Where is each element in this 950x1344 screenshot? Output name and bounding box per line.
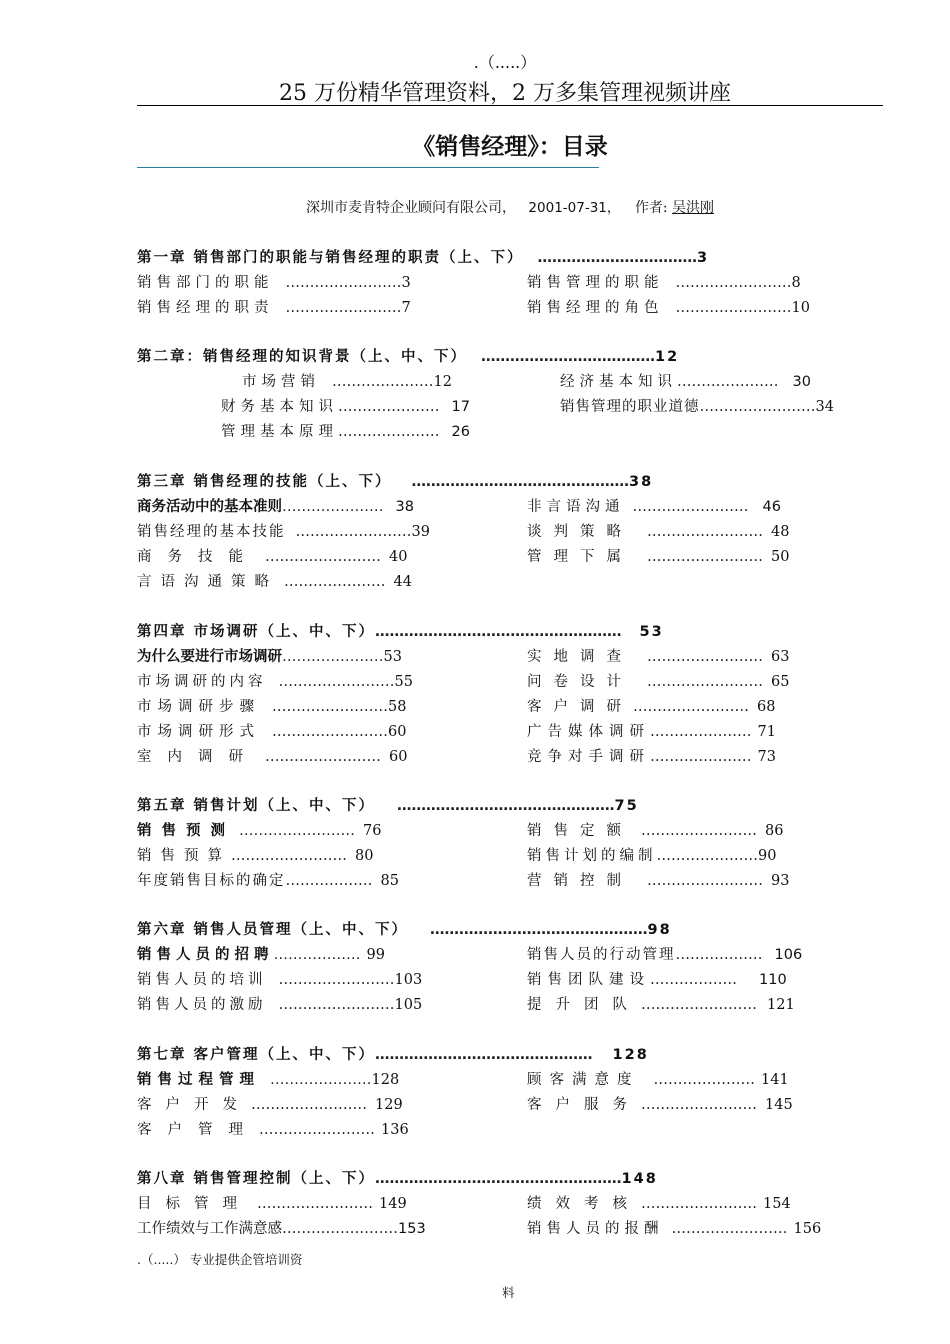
toc-item[interactable] <box>242 370 452 391</box>
toc-item[interactable] <box>527 670 789 691</box>
toc-item-leader: ………………… <box>282 649 384 665</box>
toc-item[interactable] <box>137 993 422 1014</box>
toc-item-leader: …………………… <box>632 499 749 515</box>
toc-item-page: 85 <box>380 873 399 889</box>
toc-item-title: 销售管理的职能 <box>527 275 664 291</box>
toc-item-title: 商务活动中的基本准则 <box>137 499 282 515</box>
toc-item-title: 谈判策略 <box>527 524 633 540</box>
chapter-page: 98 <box>647 922 672 938</box>
toc-item-title: 市场调研的内容 <box>137 674 267 690</box>
toc-item-title: 营销控制 <box>527 873 633 889</box>
chapter-leader: …………………………………………… <box>375 624 622 640</box>
toc-item-title: 销售人员的激励 <box>137 997 267 1013</box>
toc-item-title: 销售过程管理 <box>137 1072 260 1088</box>
toc-item[interactable] <box>527 943 802 964</box>
toc-item-title: 销售人员的行动管理 <box>527 947 676 963</box>
toc-item-page: 53 <box>383 649 402 665</box>
toc-item-title: 非言语沟通 <box>527 499 625 515</box>
chapter-title: 第四章 市场调研（上、中、下） <box>137 624 376 640</box>
chapter-4-heading[interactable] <box>137 620 664 641</box>
chapter-8-heading[interactable] <box>137 1167 658 1188</box>
toc-item-title: 客户开发 <box>137 1097 251 1113</box>
toc-item-title: 管理下属 <box>527 549 633 565</box>
toc-item[interactable] <box>527 1068 789 1089</box>
toc-item-page: 156 <box>793 1221 822 1237</box>
toc-item-leader: ………………… <box>270 1072 372 1088</box>
toc-item[interactable] <box>137 495 414 516</box>
toc-item-leader: ………………… <box>332 374 434 390</box>
toc-item-title: 销售团队建设 <box>527 972 650 988</box>
toc-item-title: 市场调研步骤 <box>137 699 260 715</box>
toc-item-title: 提升团队 <box>527 997 641 1013</box>
chapter-page: 53 <box>639 624 664 640</box>
toc-item-page: 76 <box>363 823 382 839</box>
toc-item-leader: …………………… <box>675 300 792 316</box>
toc-item[interactable] <box>137 296 411 317</box>
chapter-page: 148 <box>621 1171 658 1187</box>
toc-item-leader: …………………… <box>278 674 395 690</box>
toc-item[interactable] <box>137 720 406 741</box>
toc-item-title: 目标管理 <box>137 1196 251 1212</box>
chapter-page: 128 <box>612 1047 649 1063</box>
toc-item-page: 38 <box>395 499 414 515</box>
toc-item-leader: …………………… <box>641 823 757 839</box>
toc-item-page: 68 <box>757 699 776 715</box>
toc-item-page: 110 <box>759 972 787 988</box>
toc-item[interactable] <box>137 520 430 541</box>
chapter-title: 第六章 销售人员管理（上、中、下） <box>137 922 409 938</box>
toc-item-leader: ……………… <box>675 947 763 963</box>
toc-item-leader: …………………… <box>259 1122 375 1138</box>
toc-item-page: 121 <box>767 997 795 1013</box>
header-rule <box>137 105 883 106</box>
toc-item-leader: …………………… <box>239 823 355 839</box>
footer-line-2: 料 <box>502 1285 515 1300</box>
chapter-leader: …………………………………………… <box>375 1171 622 1187</box>
toc-item-title: 客户管理 <box>137 1122 259 1138</box>
toc-item[interactable] <box>221 395 470 416</box>
toc-item-leader: …………………… <box>285 275 402 291</box>
toc-item-leader: …………………… <box>633 699 749 715</box>
toc-item-leader: …………………… <box>265 549 381 565</box>
toc-item-leader: ………………… <box>650 724 752 740</box>
toc-item-page: 40 <box>389 549 408 565</box>
toc-item[interactable] <box>137 869 399 890</box>
toc-item-leader: …………………… <box>278 997 395 1013</box>
toc-item[interactable] <box>527 1217 821 1238</box>
toc-item-page: 50 <box>771 549 790 565</box>
title-rule <box>137 167 599 168</box>
toc-item-leader: …………………… <box>285 300 402 316</box>
toc-item[interactable] <box>527 968 787 989</box>
chapter-title: 第一章 销售部门的职能与销售经理的职责（上、下） <box>137 250 524 266</box>
toc-item-page: 86 <box>765 823 784 839</box>
toc-item[interactable] <box>137 570 412 591</box>
toc-item-page: 60 <box>389 749 408 765</box>
toc-item-leader: …………………… <box>251 1097 367 1113</box>
toc-item-leader: …………………… <box>675 275 792 291</box>
footer-line-1: .（.....） 专业提供企管培训资 <box>137 1252 303 1267</box>
toc-item-title: 销售经理的角色 <box>527 300 664 316</box>
toc-item-title: 工作绩效与工作满意感 <box>137 1221 282 1237</box>
chapter-6-heading[interactable] <box>137 918 672 939</box>
toc-item-leader: …………………… <box>278 972 395 988</box>
toc-item-page: 17 <box>451 399 470 415</box>
toc-item-page: 149 <box>379 1196 407 1212</box>
toc-item-leader: …………………… <box>647 873 763 889</box>
toc-item-title: 销售预算 <box>137 848 231 864</box>
toc-item[interactable] <box>137 1068 399 1089</box>
toc-item-page: 12 <box>433 374 452 390</box>
header-line-1: .（.....） <box>473 53 537 72</box>
toc-item[interactable] <box>137 968 422 989</box>
toc-item-title: 言语沟通策略 <box>137 574 278 590</box>
chapter-title: 第七章 客户管理（上、中、下） <box>137 1047 376 1063</box>
toc-item[interactable] <box>527 745 776 766</box>
chapter-leader: ……………………………………… <box>430 922 648 938</box>
toc-item-page: 136 <box>381 1122 409 1138</box>
toc-item-page: 93 <box>771 873 790 889</box>
toc-item-leader: …………………… <box>647 674 763 690</box>
toc-item[interactable] <box>137 943 385 964</box>
toc-item-leader: ………………… <box>653 1072 755 1088</box>
toc-item-leader: …………………… <box>641 1097 757 1113</box>
toc-item[interactable] <box>527 695 775 716</box>
toc-item-page: 3 <box>401 275 411 291</box>
toc-item-leader: …………………… <box>641 1196 757 1212</box>
toc-item-leader: …………………… <box>272 724 388 740</box>
subtitle-company: 深圳市麦肯特企业顾问有限公司， <box>305 200 516 216</box>
toc-item-page: 8 <box>791 275 801 291</box>
toc-item-page: 30 <box>792 374 811 390</box>
chapter-page: 3 <box>697 250 710 266</box>
toc-item-title: 商务技能 <box>137 549 259 565</box>
toc-item[interactable] <box>527 993 795 1014</box>
toc-item-title: 为什么要进行市场调研 <box>137 649 282 665</box>
chapter-leader: …………………………… <box>537 250 698 266</box>
subtitle <box>0 196 950 217</box>
toc-item-leader: ……………… <box>650 972 737 988</box>
toc-item-title: 客户调研 <box>527 699 633 715</box>
toc-item-page: 71 <box>757 724 776 740</box>
toc-item[interactable] <box>137 1192 407 1213</box>
toc-item-page: 39 <box>411 524 430 540</box>
toc-item-leader: …………………… <box>295 524 412 540</box>
toc-item[interactable] <box>137 745 407 766</box>
toc-item-title: 问卷设计 <box>527 674 633 690</box>
toc-item-page: 7 <box>401 300 411 316</box>
toc-item-title: 销售人员的招聘 <box>137 947 274 963</box>
toc-item-leader: ………………… <box>650 749 752 765</box>
chapter-5-heading[interactable] <box>137 794 639 815</box>
toc-item-leader: …………………… <box>647 549 763 565</box>
toc-item-title: 实地调查 <box>527 649 633 665</box>
toc-item[interactable] <box>137 819 381 840</box>
toc-item-title: 市场调研形式 <box>137 724 260 740</box>
toc-item[interactable] <box>527 869 789 890</box>
toc-item-leader: ……………… <box>273 947 361 963</box>
toc-item-title: 管理基本原理 <box>221 424 338 440</box>
chapter-title: 第三章 销售经理的技能（上、下） <box>137 474 392 490</box>
chapter-leader: ……………………………………… <box>411 474 630 490</box>
toc-item[interactable] <box>137 1093 403 1114</box>
toc-item-page: 34 <box>815 399 834 415</box>
toc-item-leader: ………………… <box>338 424 440 440</box>
toc-item-leader: ………………… <box>656 848 758 864</box>
toc-item-leader: ………………… <box>284 574 386 590</box>
toc-item-title: 客户服务 <box>527 1097 641 1113</box>
toc-item-leader: …………………… <box>272 699 388 715</box>
subtitle-author-label: 作者: <box>634 200 668 216</box>
chapter-leader: ……………………………………… <box>397 798 615 814</box>
subtitle-author[interactable]: 吴洪刚 <box>672 200 715 216</box>
toc-item-page: 26 <box>451 424 470 440</box>
chapter-leader: ……………………………… <box>481 349 655 365</box>
toc-item-leader: …………………… <box>282 1221 398 1237</box>
toc-item-leader: …………………… <box>265 749 381 765</box>
toc-item[interactable] <box>137 545 407 566</box>
toc-item-leader: …………………… <box>647 649 763 665</box>
toc-item[interactable] <box>137 695 406 716</box>
toc-item-page: 145 <box>765 1097 793 1113</box>
toc-item-page: 141 <box>761 1072 789 1088</box>
toc-item-title: 销售管理的职业道德 <box>560 399 700 415</box>
toc-item[interactable] <box>137 1217 426 1238</box>
toc-item[interactable] <box>527 1093 793 1114</box>
toc-item-leader: ……………… <box>285 873 373 889</box>
toc-item-title: 市场营销 <box>242 374 320 390</box>
toc-item[interactable] <box>527 545 789 566</box>
toc-item-title: 经济基本知识 <box>560 374 677 390</box>
toc-item[interactable] <box>527 520 789 541</box>
chapter-title: 第八章 销售管理控制（上、下） <box>137 1171 376 1187</box>
chapter-page: 38 <box>629 474 654 490</box>
chapter-2-heading[interactable] <box>137 345 679 366</box>
toc-item-page: 90 <box>758 848 777 864</box>
toc-item-title: 顾客满意度 <box>527 1072 640 1088</box>
toc-item-title: 销售部门的职能 <box>137 275 274 291</box>
toc-item-leader: ………………… <box>338 399 440 415</box>
toc-item-page: 73 <box>757 749 776 765</box>
toc-item-page: 58 <box>388 699 407 715</box>
toc-item[interactable] <box>527 720 776 741</box>
toc-item[interactable] <box>527 1192 791 1213</box>
toc-item-title: 年度销售目标的确定 <box>137 873 286 889</box>
toc-item-page: 80 <box>355 848 374 864</box>
toc-item-title: 销售人员的培训 <box>137 972 267 988</box>
toc-item[interactable] <box>560 370 811 391</box>
toc-item-title: 室内调研 <box>137 749 259 765</box>
toc-item[interactable] <box>527 819 783 840</box>
chapter-1-heading[interactable] <box>137 246 709 267</box>
toc-item-leader: …………………… <box>641 997 757 1013</box>
toc-item-page: 106 <box>774 947 803 963</box>
toc-item-page: 153 <box>398 1221 426 1237</box>
toc-item-page: 103 <box>394 972 423 988</box>
toc-item-page: 105 <box>394 997 423 1013</box>
chapter-page: 12 <box>655 349 680 365</box>
toc-item-page: 48 <box>771 524 790 540</box>
toc-item-leader: …………………… <box>257 1196 373 1212</box>
toc-item-title: 财务基本知识 <box>221 399 338 415</box>
toc-item-page: 44 <box>393 574 412 590</box>
chapter-7-heading[interactable] <box>137 1043 649 1064</box>
toc-item-title: 销售计划的编制 <box>527 848 657 864</box>
chapter-title: 第五章 销售计划（上、中、下） <box>137 798 376 814</box>
toc-item-page: 65 <box>771 674 790 690</box>
toc-item-title: 广告媒体调研 <box>527 724 650 740</box>
toc-item-page: 128 <box>371 1072 400 1088</box>
toc-item[interactable] <box>560 395 834 416</box>
toc-item[interactable] <box>137 1118 409 1139</box>
toc-item-title: 绩效考核 <box>527 1196 641 1212</box>
subtitle-date: 2001-07-31， <box>528 200 621 216</box>
toc-item-title: 销售经理的基本技能 <box>137 524 286 540</box>
chapter-leader: ……………………………………… <box>375 1047 593 1063</box>
toc-item[interactable] <box>527 271 801 292</box>
chapter-3-heading[interactable] <box>137 470 653 491</box>
toc-item[interactable] <box>527 645 789 666</box>
toc-item[interactable] <box>221 420 470 441</box>
page-title: 《销售经理》：目录 <box>412 134 608 160</box>
toc-item-page: 10 <box>791 300 810 316</box>
toc-item-leader: ………………… <box>282 499 384 515</box>
toc-item[interactable] <box>137 844 373 865</box>
toc-item-page: 99 <box>366 947 385 963</box>
toc-item-title: 竞争对手调研 <box>527 749 650 765</box>
toc-item-page: 55 <box>394 674 413 690</box>
toc-item-page: 154 <box>763 1196 791 1212</box>
toc-item[interactable] <box>527 296 810 317</box>
toc-item-leader: …………………… <box>231 848 347 864</box>
toc-item-page: 60 <box>388 724 407 740</box>
toc-item-leader: …………………… <box>671 1221 788 1237</box>
toc-item[interactable] <box>137 271 411 292</box>
toc-item-page: 129 <box>375 1097 403 1113</box>
chapter-title: 第二章：销售经理的知识背景（上、中、下） <box>137 349 467 365</box>
toc-item-leader: …………………… <box>647 524 763 540</box>
toc-item[interactable] <box>137 645 402 666</box>
toc-item-title: 销售预测 <box>137 823 235 839</box>
toc-item[interactable] <box>527 844 776 865</box>
toc-item[interactable] <box>137 670 413 691</box>
toc-item[interactable] <box>527 495 781 516</box>
toc-item-title: 销售经理的职责 <box>137 300 274 316</box>
header-line-2: 25 万份精华管理资料，2 万多集管理视频讲座 <box>279 81 731 106</box>
toc-item-page: 46 <box>762 499 781 515</box>
chapter-page: 75 <box>614 798 639 814</box>
toc-item-leader: …………………… <box>699 399 816 415</box>
toc-item-title: 销售人员的报酬 <box>527 1221 664 1237</box>
toc-item-page: 63 <box>771 649 790 665</box>
toc-item-leader: ………………… <box>677 374 779 390</box>
toc-item-title: 销售定额 <box>527 823 633 839</box>
